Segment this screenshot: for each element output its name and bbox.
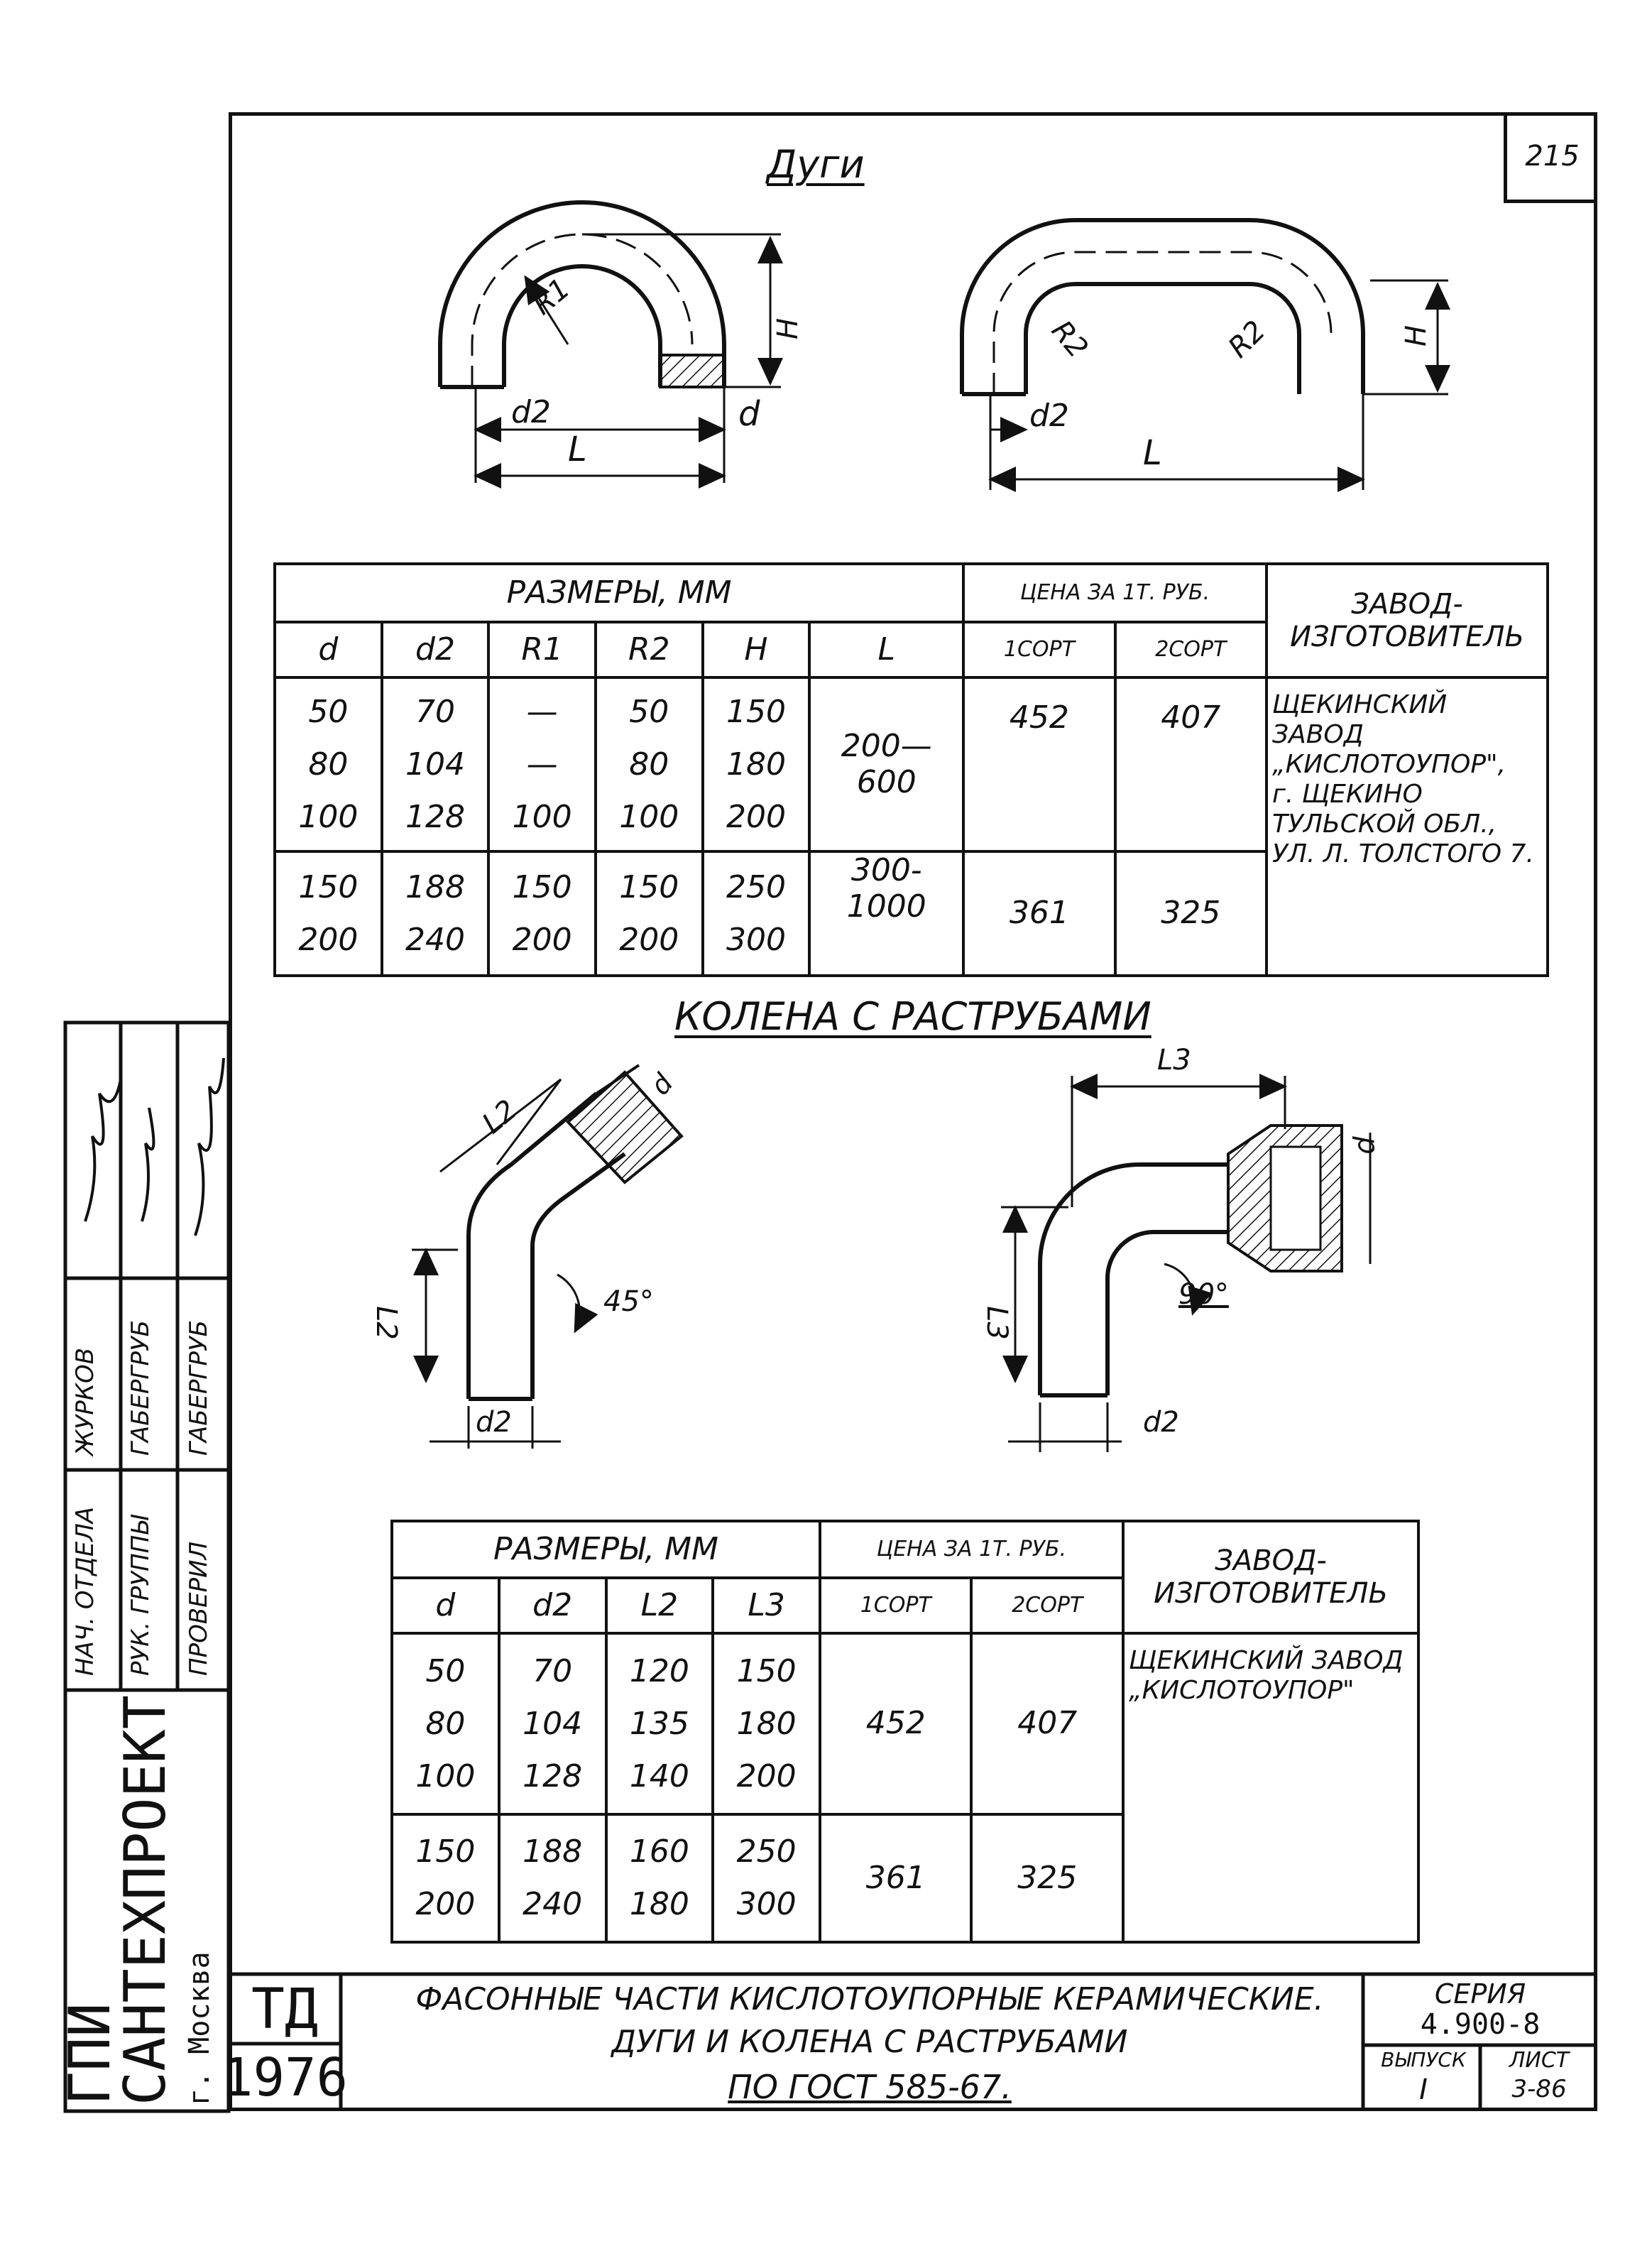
elbows-g1-l2: 120 135 140 <box>606 1633 713 1814</box>
arcs-g2-d2: 188 240 <box>382 851 489 976</box>
arcs-col-r2: R2 <box>596 622 703 677</box>
arcs-g2-sort1: 361 <box>963 851 1115 976</box>
doc-title-line1: ФАСОННЫЕ ЧАСТИ КИСЛОТОУПОРНЫЕ КЕРАМИЧЕСКИЕ. <box>415 1981 1324 2017</box>
elbows-g1-l3: 150 180 200 <box>713 1633 820 1814</box>
arcs-g2-h: 250 300 <box>703 851 810 976</box>
elbows-g2-l2: 160 180 <box>606 1814 713 1942</box>
arcs-col-sort2: 2СОРТ <box>1115 622 1267 677</box>
role-group-lead: РУК. ГРУППЫ <box>126 1515 155 1676</box>
issue-value: I <box>1419 2074 1428 2106</box>
role-head-of-dept: НАЧ. ОТДЕЛА <box>71 1506 99 1676</box>
label-l-left: L <box>568 430 587 469</box>
elbows-factory-header: ЗАВОД- ИЗГОТОВИТЕЛЬ <box>1123 1521 1418 1633</box>
label-l3-side: L3 <box>980 1306 1013 1340</box>
label-h-left: H <box>772 317 805 340</box>
elbows-col-sort2: 2СОРТ <box>971 1578 1123 1633</box>
arcs-g2-l: 300- 1000 <box>809 851 963 976</box>
label-d2-elbow-left: d2 <box>476 1406 512 1439</box>
issue-label: ВЫПУСК <box>1381 2048 1466 2071</box>
arcs-factory: ЩЕКИНСКИЙ ЗАВОД „КИСЛОТОУПОР", г. ЩЕКИНО ТУЛЬСКОЙ ОБЛ., УЛ. Л. ТОЛСТОГО 7. <box>1267 677 1548 976</box>
arcs-g1-d2: 70 104 128 <box>382 677 489 851</box>
label-h-right: H <box>1400 325 1433 347</box>
page-number: 215 <box>1504 112 1597 203</box>
elbows-g2-d: 150 200 <box>392 1814 499 1942</box>
arcs-g1-sort2: 407 <box>1115 677 1267 851</box>
label-l-right: L <box>1143 433 1162 473</box>
label-d2-left: d2 <box>511 394 551 430</box>
arcs-factory-header: ЗАВОД- ИЗГОТОВИТЕЛЬ <box>1267 564 1548 677</box>
arcs-size-header: РАЗМЕРЫ, ММ <box>275 564 963 622</box>
arcs-col-d2: d2 <box>382 622 489 677</box>
arcs-title: Дуги <box>767 142 865 187</box>
label-angle-45: 45° <box>603 1285 654 1318</box>
label-l3-top: L3 <box>1157 1044 1191 1077</box>
label-r1: R1 <box>526 272 576 322</box>
label-l2-top: L2 <box>476 1094 523 1140</box>
arcs-g1-d: 50 80 100 <box>275 677 382 851</box>
elbows-g1-d: 50 80 100 <box>392 1633 499 1814</box>
elbows-price-header: ЦЕНА ЗА 1Т. РУБ. <box>820 1521 1123 1578</box>
label-d-right: d <box>1348 1136 1382 1155</box>
sheet-value: 3-86 <box>1511 2075 1567 2103</box>
doc-title-line2: ДУГИ И КОЛЕНА С РАСТРУБАМИ <box>611 2024 1128 2060</box>
elbows-col-d2: d2 <box>499 1578 606 1633</box>
doc-year: 1976 <box>221 2047 349 2108</box>
elbows-col-sort1: 1СОРТ <box>820 1578 971 1633</box>
label-r2-left: R2 <box>1044 314 1095 365</box>
label-d2-right: d2 <box>1029 398 1069 434</box>
role-checked-by: ПРОВЕРИЛ <box>185 1541 213 1676</box>
doc-title-line3: ПО ГОСТ 585-67. <box>728 2068 1012 2106</box>
arcs-col-r1: R1 <box>488 622 596 677</box>
label-l2-side: L2 <box>369 1306 403 1340</box>
elbows-col-d: d <box>392 1578 499 1633</box>
series-label: СЕРИЯ <box>1434 1978 1526 2010</box>
elbows-g2-d2: 188 240 <box>499 1814 606 1942</box>
arcs-price-header: ЦЕНА ЗА 1Т. РУБ. <box>963 564 1267 622</box>
name-group-lead: ГАБЕРГРУБ <box>126 1319 155 1456</box>
elbows-col-l2: L2 <box>606 1578 713 1633</box>
arcs-g1-sort1: 452 <box>963 677 1115 851</box>
arcs-g2-r1: 150 200 <box>488 851 596 976</box>
arcs-g1-l: 200— 600 <box>809 677 963 851</box>
arcs-g2-r2: 150 200 <box>596 851 703 976</box>
arcs-g2-sort2: 325 <box>1115 851 1267 976</box>
elbows-g2-sort1: 361 <box>820 1814 971 1942</box>
label-r2-right: R2 <box>1222 314 1272 365</box>
sheet-label: ЛИСТ <box>1509 2048 1570 2073</box>
elbows-g1-d2: 70 104 128 <box>499 1633 606 1814</box>
arcs-g1-r1: — — 100 <box>488 677 596 851</box>
arcs-col-sort1: 1СОРТ <box>963 622 1115 677</box>
label-d2-elbow-right: d2 <box>1143 1406 1179 1439</box>
elbows-factory: ЩЕКИНСКИЙ ЗАВОД „КИСЛОТОУПОР" <box>1123 1633 1418 1942</box>
name-checked-by: ГАБЕРГРУБ <box>185 1319 213 1456</box>
arcs-g2-d: 150 200 <box>275 851 382 976</box>
label-angle-90: 90° <box>1178 1278 1229 1311</box>
label-d: d <box>738 394 760 434</box>
doc-code: ТД <box>251 1978 318 2042</box>
elbows-g2-l3: 250 300 <box>713 1814 820 1942</box>
elbows-title: КОЛЕНА С РАСТРУБАМИ <box>674 994 1152 1039</box>
elbows-size-header: РАЗМЕРЫ, ММ <box>392 1521 820 1578</box>
arcs-col-d: d <box>275 622 382 677</box>
arcs-col-l: L <box>809 622 963 677</box>
elbows-g1-sort2: 407 <box>971 1633 1123 1814</box>
org-name: ГПИ САНТЕХПРОЕКТ <box>57 1695 178 2105</box>
name-head-of-dept: ЖУРКОВ <box>71 1347 99 1456</box>
arcs-col-h: H <box>703 622 810 677</box>
elbows-g1-sort1: 452 <box>820 1633 971 1814</box>
elbows-col-l3: L3 <box>713 1578 820 1633</box>
arcs-g1-h: 150 180 200 <box>703 677 810 851</box>
series-value: 4.900-8 <box>1420 2008 1541 2041</box>
org-city: г. Москва <box>183 1951 216 2105</box>
label-d-left: d <box>644 1067 679 1101</box>
elbows-g2-sort2: 325 <box>971 1814 1123 1942</box>
arcs-g1-r2: 50 80 100 <box>596 677 703 851</box>
